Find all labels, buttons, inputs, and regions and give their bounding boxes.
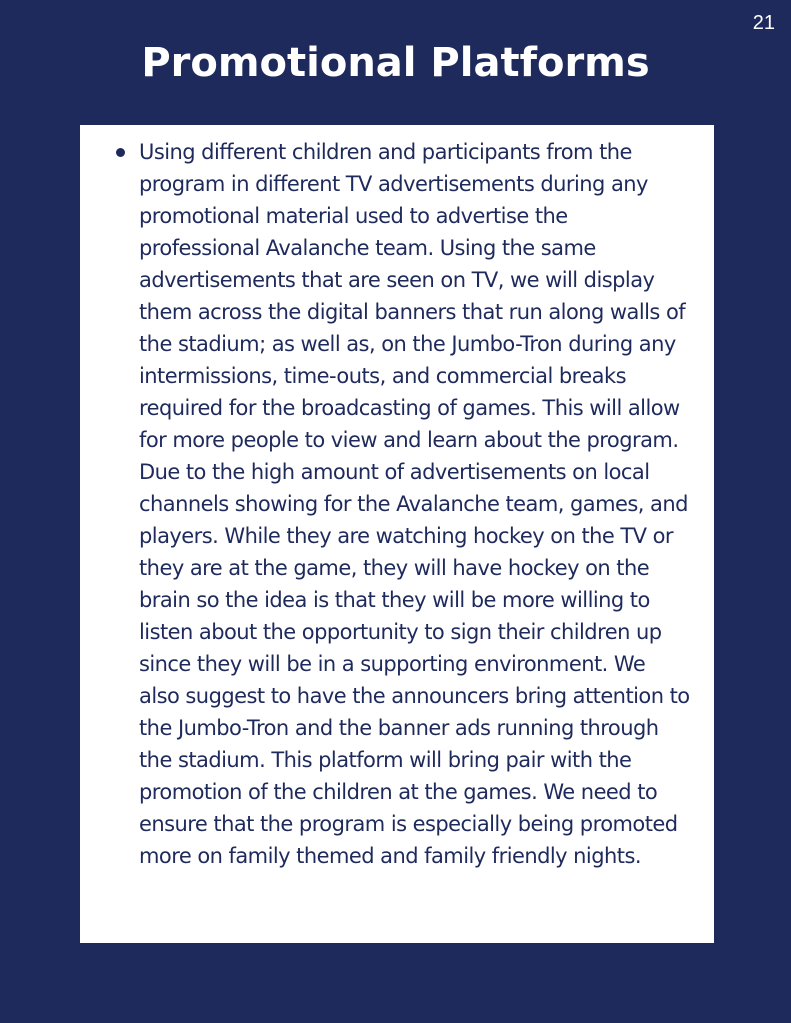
bullet-dot-icon [116,148,125,157]
bullet-text: Using different children and participants from the program in different TV advertisements during any promotional material used to advertise the professional Avalanche team. Using the same advertisements that are seen on TV, we will display them across the digital banners that run along walls of the stadium; as well as, on the Jumbo-Tron during any intermissions, time-outs, and commercial breaks required for the broadcasting of games. This will allow for more people to view and learn about the program. Due to the high amount of advertisements on local channels showing for the Avalanche team, games, and players. While they are watching hockey on the TV or they are at the game, they will have hockey on the brain so the idea is that they will be more willing to listen about the opportunity to sign their children up since they will be in a supporting environment. We also suggest to have the announcers bring attention to the Jumbo-Tron and the banner ads running through the stadium. This platform will bring pair with the promotion of the children at the games. We need to ensure that the program is especially being promoted more on family themed and family friendly nights. [139,140,690,868]
page-title: Promotional Platforms [141,40,650,86]
bullet-list [112,136,690,872]
content-card [80,125,714,943]
page-number: 21 [752,12,775,34]
bullet-item [112,136,690,872]
